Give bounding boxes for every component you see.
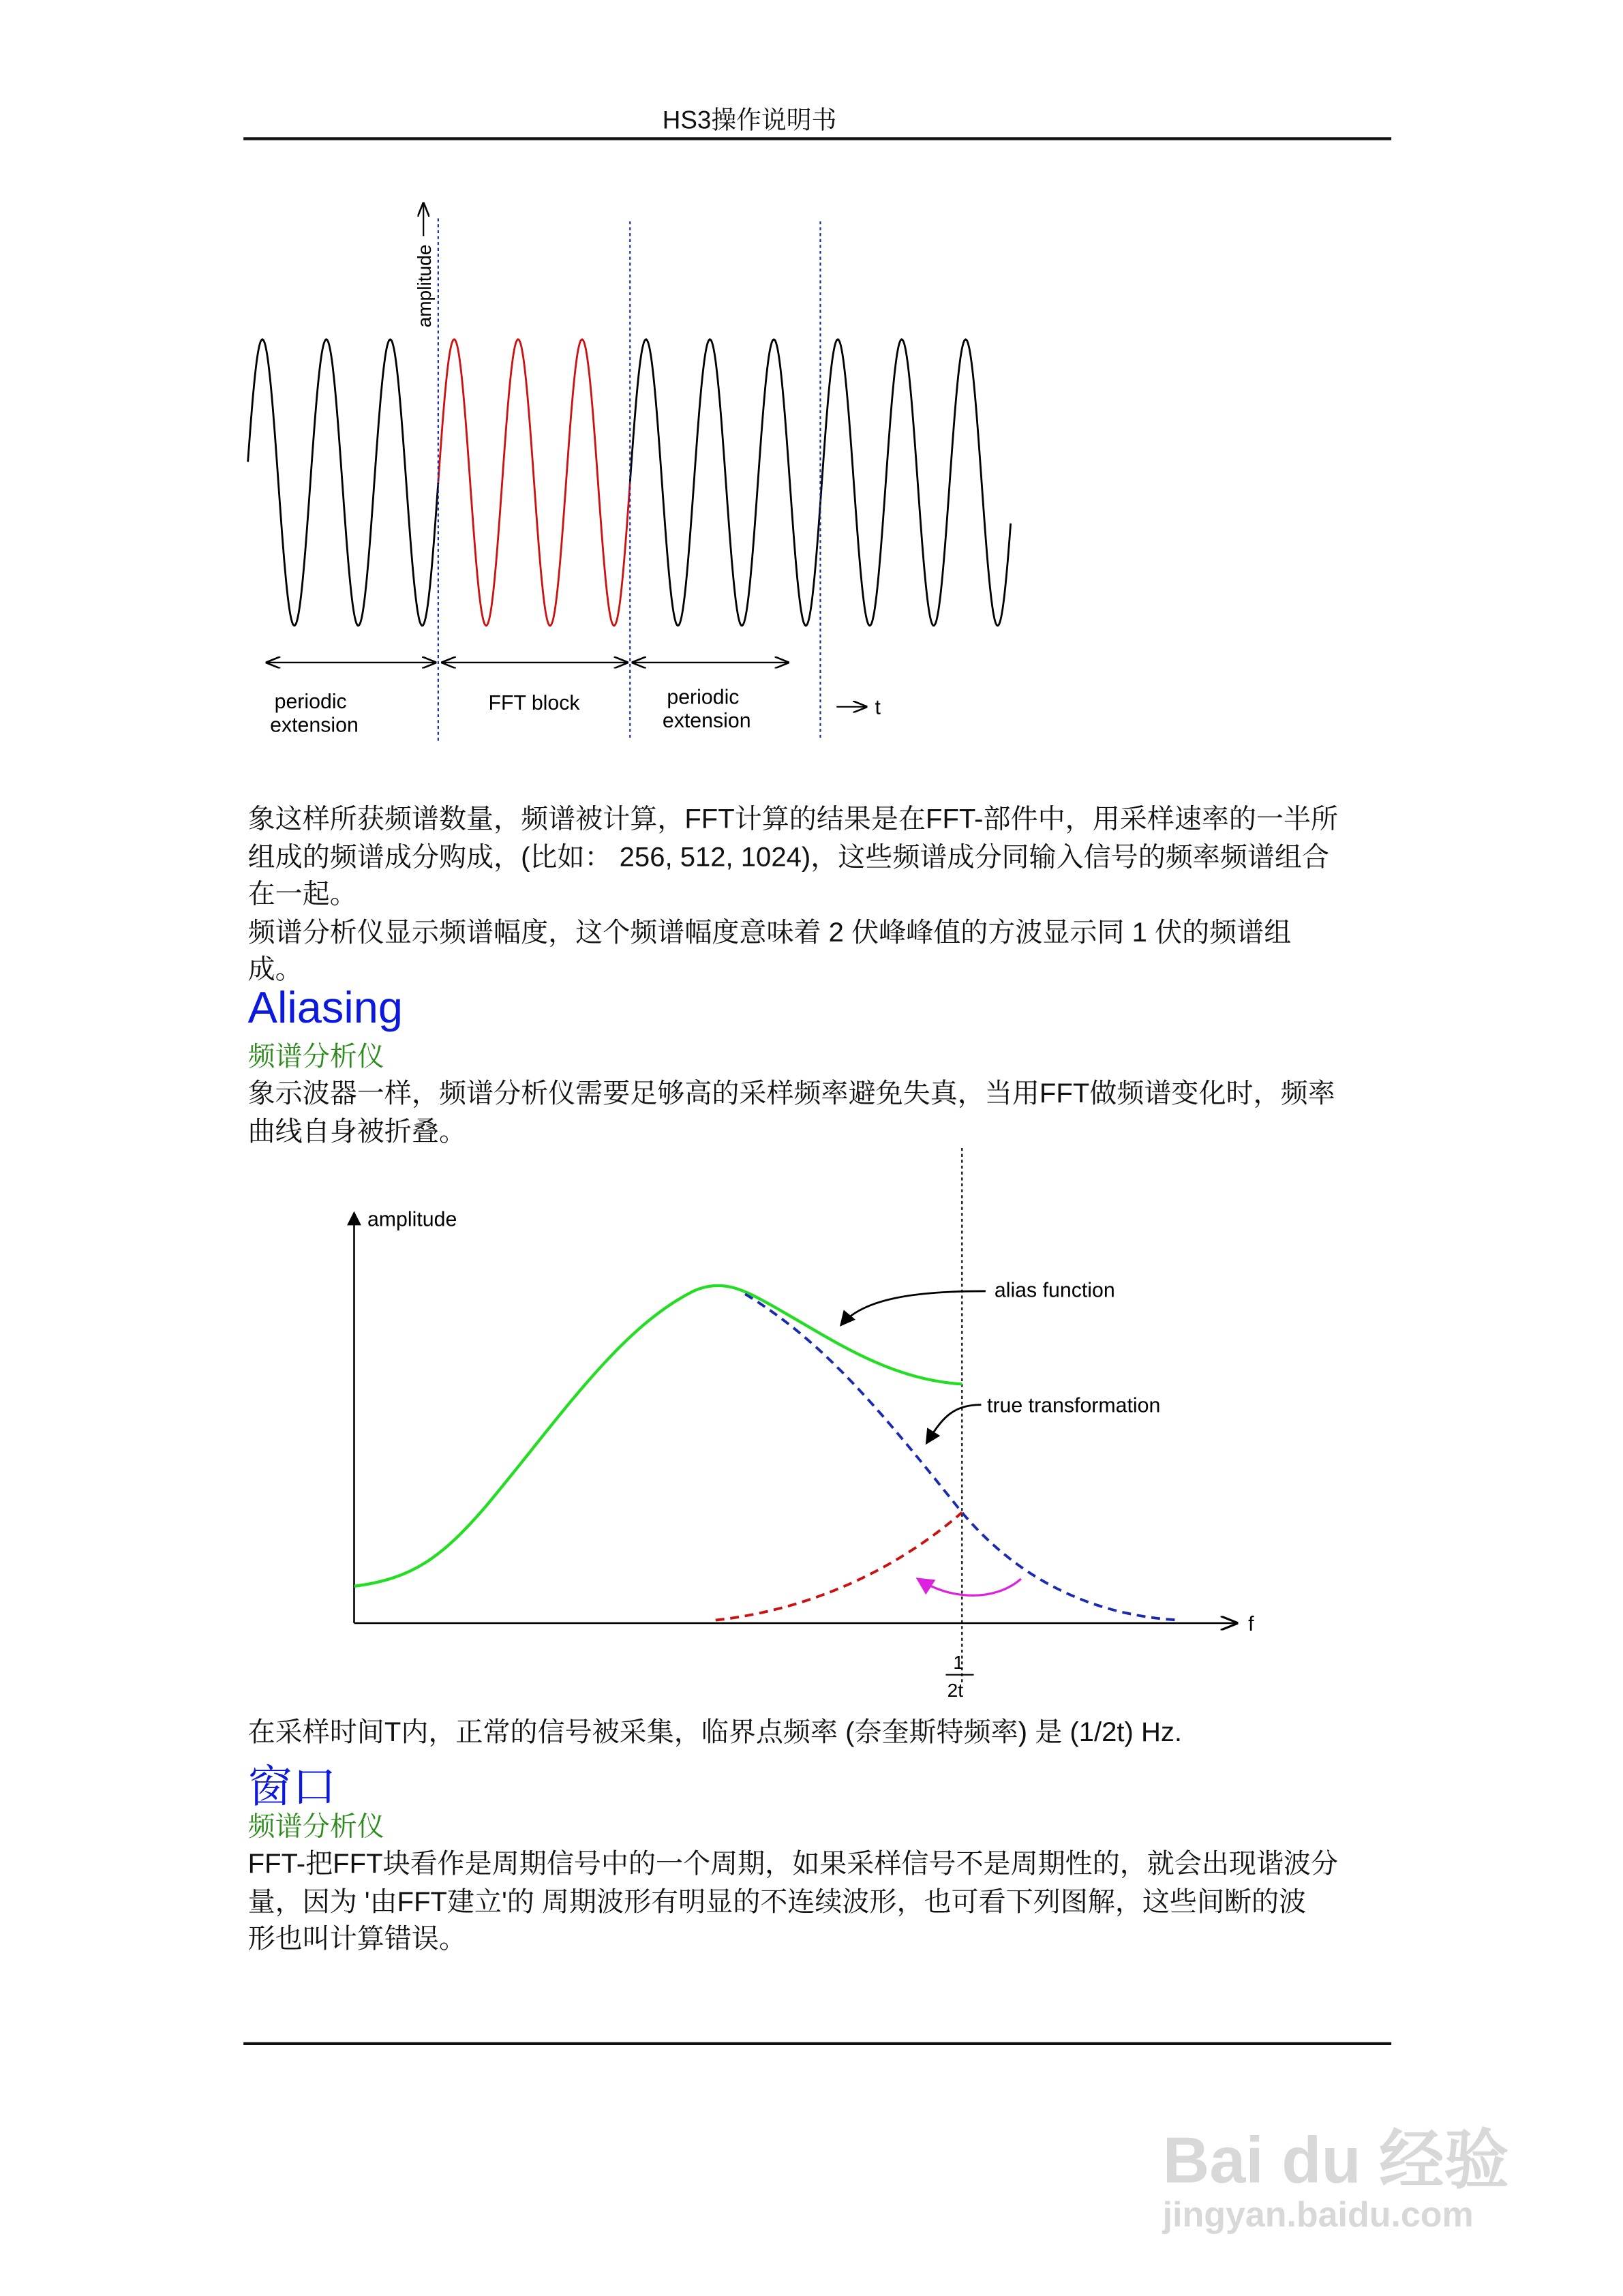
x-axis-label: f: [1248, 1612, 1254, 1635]
figure-aliasing: [354, 1148, 1254, 1701]
y-axis-label: amplitude: [367, 1208, 457, 1231]
label-fft-block: FFT block: [488, 692, 580, 715]
label-periodic-right-1: periodic: [667, 686, 740, 709]
amplitude-label: amplitude: [414, 244, 436, 328]
subheading-spectrum-analyzer: 频谱分析仪: [247, 1040, 384, 1072]
alias-function-label: alias function: [994, 1279, 1115, 1302]
text-line: 象这样所获频谱数量，频谱被计算，FFT计算的结果是在FFT-部件中，用采样速率的一半所: [247, 802, 1339, 834]
wave-fft-block: [438, 339, 630, 626]
figure-periodic-extension: [248, 204, 1011, 741]
text-line: 量，因为 '由FFT建立'的 周期波形有明显的不连续波形，也可看下列图解，这些间断的波: [247, 1885, 1307, 1916]
heading-window: 窗口: [247, 1763, 337, 1813]
baidu-watermark-logo: Bai du 经验: [1162, 2124, 1509, 2197]
folded-spectrum-curve: [716, 1513, 962, 1620]
label-periodic-right-2: extension: [662, 710, 751, 733]
text-line: 在一起。: [247, 877, 357, 909]
label-periodic-left-2: extension: [270, 714, 359, 737]
text-line: 形也叫计算错误。: [247, 1922, 467, 1954]
text-line: 象示波器一样，频谱分析仪需要足够高的采样频率避免失真，当用FFT做频谱变化时，频率: [247, 1077, 1335, 1108]
text-line: 曲线自身被折叠。: [247, 1115, 467, 1146]
text-line: 成。: [247, 953, 303, 984]
time-label: t: [875, 696, 881, 719]
true-transformation-label: true transformation: [987, 1394, 1161, 1417]
wave-periodic-extension-left: [248, 339, 438, 626]
label-periodic-left-1: periodic: [274, 690, 347, 713]
page-header-title: HS3操作说明书: [662, 106, 837, 134]
true-pointer-arrow: [926, 1405, 981, 1443]
alias-function-curve: [354, 1286, 962, 1586]
baidu-watermark-url: jingyan.baidu.com: [1162, 2195, 1474, 2236]
fold-arrow: [917, 1579, 1021, 1595]
nyquist-numerator: 1: [953, 1652, 964, 1674]
subheading-spectrum-analyzer-2: 频谱分析仪: [247, 1810, 384, 1842]
nyquist-denominator: 2t: [947, 1680, 964, 1702]
alias-pointer-arrow: [841, 1291, 986, 1325]
paragraph-nyquist: 在采样时间T内，正常的信号被采集，临界点频率 (奈奎斯特频率) 是 (1/2t) Hz.: [247, 1716, 1183, 1747]
text-line: 组成的频谱成分购成，(比如： 256, 512, 1024)，这些频谱成分同输入信号的频率频谱组合: [247, 840, 1330, 872]
footer-rule: [243, 2042, 1391, 2044]
heading-aliasing: Aliasing: [247, 984, 404, 1033]
text-line: 频谱分析仪显示频谱幅度，这个频谱幅度意味着 2 伏峰峰值的方波显示同 1 伏的频谱组: [247, 916, 1292, 947]
text-line: FFT-把FFT块看作是周期信号中的一个周期，如果采样信号不是周期性的，就会出现谐波分: [247, 1847, 1339, 1879]
